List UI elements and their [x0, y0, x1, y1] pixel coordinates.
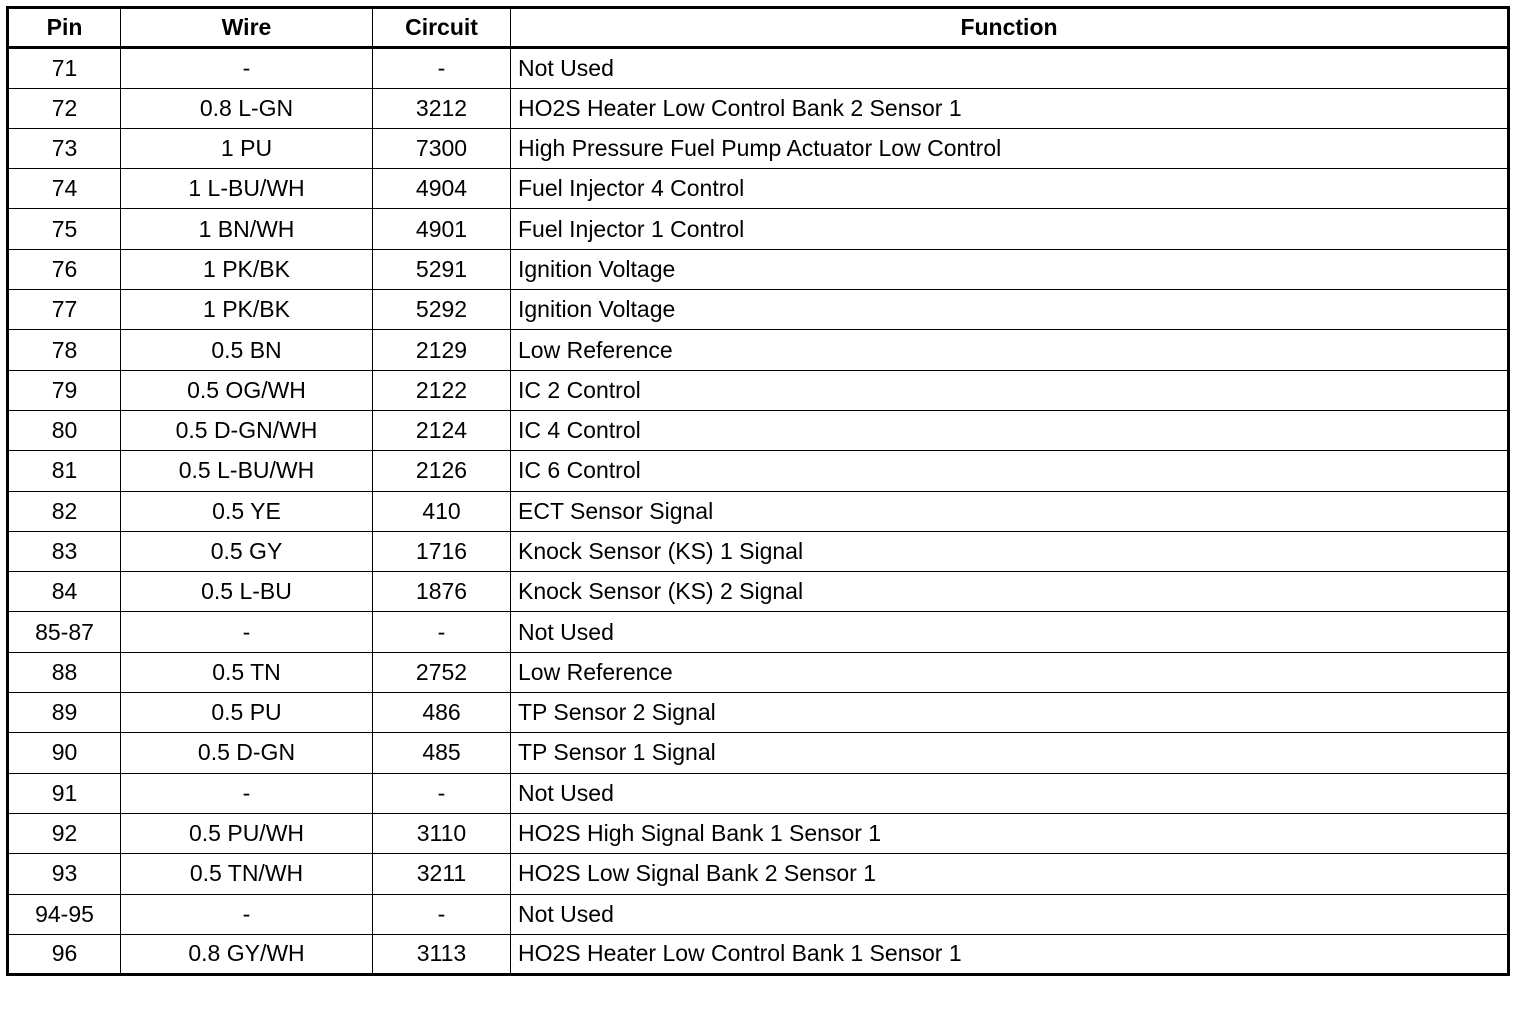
- circuit-cell: 5291: [373, 249, 511, 289]
- function-cell: IC 4 Control: [511, 410, 1509, 450]
- wire-cell: 0.5 BN: [121, 330, 373, 370]
- pin-cell: 75: [8, 209, 121, 249]
- pin-cell: 73: [8, 128, 121, 168]
- table-row: [8, 169, 1509, 209]
- wire-cell: 0.8 L-GN: [121, 88, 373, 128]
- function-cell: Not Used: [511, 773, 1509, 813]
- function-cell: HO2S Heater Low Control Bank 1 Sensor 1: [511, 934, 1509, 974]
- function-cell: Ignition Voltage: [511, 249, 1509, 289]
- wire-cell: 0.5 TN/WH: [121, 854, 373, 894]
- circuit-cell: 7300: [373, 128, 511, 168]
- table-row: [8, 693, 1509, 733]
- table-row: [8, 612, 1509, 652]
- table-row: [8, 733, 1509, 773]
- pin-cell: 83: [8, 531, 121, 571]
- pin-cell: 76: [8, 249, 121, 289]
- pin-cell: 90: [8, 733, 121, 773]
- circuit-cell: 3212: [373, 88, 511, 128]
- wire-cell: 0.5 D-GN: [121, 733, 373, 773]
- circuit-cell: 2129: [373, 330, 511, 370]
- table-row: [8, 934, 1509, 974]
- function-cell: HO2S Low Signal Bank 2 Sensor 1: [511, 854, 1509, 894]
- wire-cell: -: [121, 48, 373, 88]
- circuit-cell: 1876: [373, 572, 511, 612]
- circuit-cell: 3211: [373, 854, 511, 894]
- pin-cell: 71: [8, 48, 121, 88]
- table-row: [8, 854, 1509, 894]
- circuit-cell: 2122: [373, 370, 511, 410]
- table-row: [8, 813, 1509, 853]
- function-cell: HO2S High Signal Bank 1 Sensor 1: [511, 813, 1509, 853]
- table-row: [8, 410, 1509, 450]
- wire-cell: -: [121, 612, 373, 652]
- pin-cell: 74: [8, 169, 121, 209]
- function-cell: Low Reference: [511, 330, 1509, 370]
- pin-cell: 91: [8, 773, 121, 813]
- table-row: [8, 330, 1509, 370]
- wire-cell: 0.5 D-GN/WH: [121, 410, 373, 450]
- pin-cell: 79: [8, 370, 121, 410]
- function-cell: Not Used: [511, 612, 1509, 652]
- wire-cell: 1 BN/WH: [121, 209, 373, 249]
- header-pin: Pin: [8, 8, 121, 48]
- pin-cell: 80: [8, 410, 121, 450]
- table-header-row: [8, 8, 1509, 48]
- table-row: [8, 290, 1509, 330]
- header-wire: Wire: [121, 8, 373, 48]
- pin-cell: 78: [8, 330, 121, 370]
- table-row: [8, 491, 1509, 531]
- circuit-cell: 486: [373, 693, 511, 733]
- wire-cell: 0.5 L-BU/WH: [121, 451, 373, 491]
- function-cell: Not Used: [511, 894, 1509, 934]
- table-row: [8, 370, 1509, 410]
- wire-cell: 0.8 GY/WH: [121, 934, 373, 974]
- circuit-cell: 3113: [373, 934, 511, 974]
- function-cell: HO2S Heater Low Control Bank 2 Sensor 1: [511, 88, 1509, 128]
- pin-cell: 93: [8, 854, 121, 894]
- circuit-cell: 410: [373, 491, 511, 531]
- function-cell: Fuel Injector 1 Control: [511, 209, 1509, 249]
- wire-cell: 0.5 L-BU: [121, 572, 373, 612]
- table-body: [8, 48, 1509, 975]
- wire-cell: -: [121, 773, 373, 813]
- circuit-cell: 485: [373, 733, 511, 773]
- table-row: [8, 48, 1509, 88]
- pin-cell: 85-87: [8, 612, 121, 652]
- wire-cell: -: [121, 894, 373, 934]
- circuit-cell: -: [373, 894, 511, 934]
- function-cell: Ignition Voltage: [511, 290, 1509, 330]
- circuit-cell: 2126: [373, 451, 511, 491]
- function-cell: ECT Sensor Signal: [511, 491, 1509, 531]
- wire-cell: 0.5 YE: [121, 491, 373, 531]
- header-circuit: Circuit: [373, 8, 511, 48]
- function-cell: IC 6 Control: [511, 451, 1509, 491]
- pin-cell: 94-95: [8, 894, 121, 934]
- circuit-cell: 1716: [373, 531, 511, 571]
- function-cell: TP Sensor 2 Signal: [511, 693, 1509, 733]
- circuit-cell: 4904: [373, 169, 511, 209]
- wire-cell: 1 PK/BK: [121, 290, 373, 330]
- table-row: [8, 88, 1509, 128]
- table-row: [8, 209, 1509, 249]
- pin-cell: 89: [8, 693, 121, 733]
- pin-cell: 92: [8, 813, 121, 853]
- function-cell: High Pressure Fuel Pump Actuator Low Control: [511, 128, 1509, 168]
- table-row: [8, 652, 1509, 692]
- pin-cell: 81: [8, 451, 121, 491]
- header-function: Function: [511, 8, 1509, 48]
- circuit-cell: -: [373, 612, 511, 652]
- wire-cell: 0.5 PU/WH: [121, 813, 373, 853]
- wire-cell: 1 PK/BK: [121, 249, 373, 289]
- table-row: [8, 531, 1509, 571]
- wire-cell: 0.5 OG/WH: [121, 370, 373, 410]
- wire-cell: 0.5 GY: [121, 531, 373, 571]
- wire-cell: 1 L-BU/WH: [121, 169, 373, 209]
- pin-cell: 82: [8, 491, 121, 531]
- function-cell: Not Used: [511, 48, 1509, 88]
- function-cell: TP Sensor 1 Signal: [511, 733, 1509, 773]
- table-row: [8, 894, 1509, 934]
- wire-cell: 1 PU: [121, 128, 373, 168]
- wire-cell: 0.5 TN: [121, 652, 373, 692]
- pin-cell: 84: [8, 572, 121, 612]
- circuit-cell: 3110: [373, 813, 511, 853]
- function-cell: Knock Sensor (KS) 1 Signal: [511, 531, 1509, 571]
- pin-cell: 88: [8, 652, 121, 692]
- table-row: [8, 249, 1509, 289]
- function-cell: Low Reference: [511, 652, 1509, 692]
- function-cell: Fuel Injector 4 Control: [511, 169, 1509, 209]
- pin-cell: 96: [8, 934, 121, 974]
- connector-pinout-table: [6, 6, 1510, 976]
- function-cell: Knock Sensor (KS) 2 Signal: [511, 572, 1509, 612]
- table-row: [8, 773, 1509, 813]
- table-row: [8, 572, 1509, 612]
- function-cell: IC 2 Control: [511, 370, 1509, 410]
- circuit-cell: 5292: [373, 290, 511, 330]
- circuit-cell: 2752: [373, 652, 511, 692]
- circuit-cell: -: [373, 48, 511, 88]
- pin-cell: 72: [8, 88, 121, 128]
- circuit-cell: 4901: [373, 209, 511, 249]
- table-row: [8, 451, 1509, 491]
- table-row: [8, 128, 1509, 168]
- circuit-cell: -: [373, 773, 511, 813]
- wire-cell: 0.5 PU: [121, 693, 373, 733]
- pin-cell: 77: [8, 290, 121, 330]
- circuit-cell: 2124: [373, 410, 511, 450]
